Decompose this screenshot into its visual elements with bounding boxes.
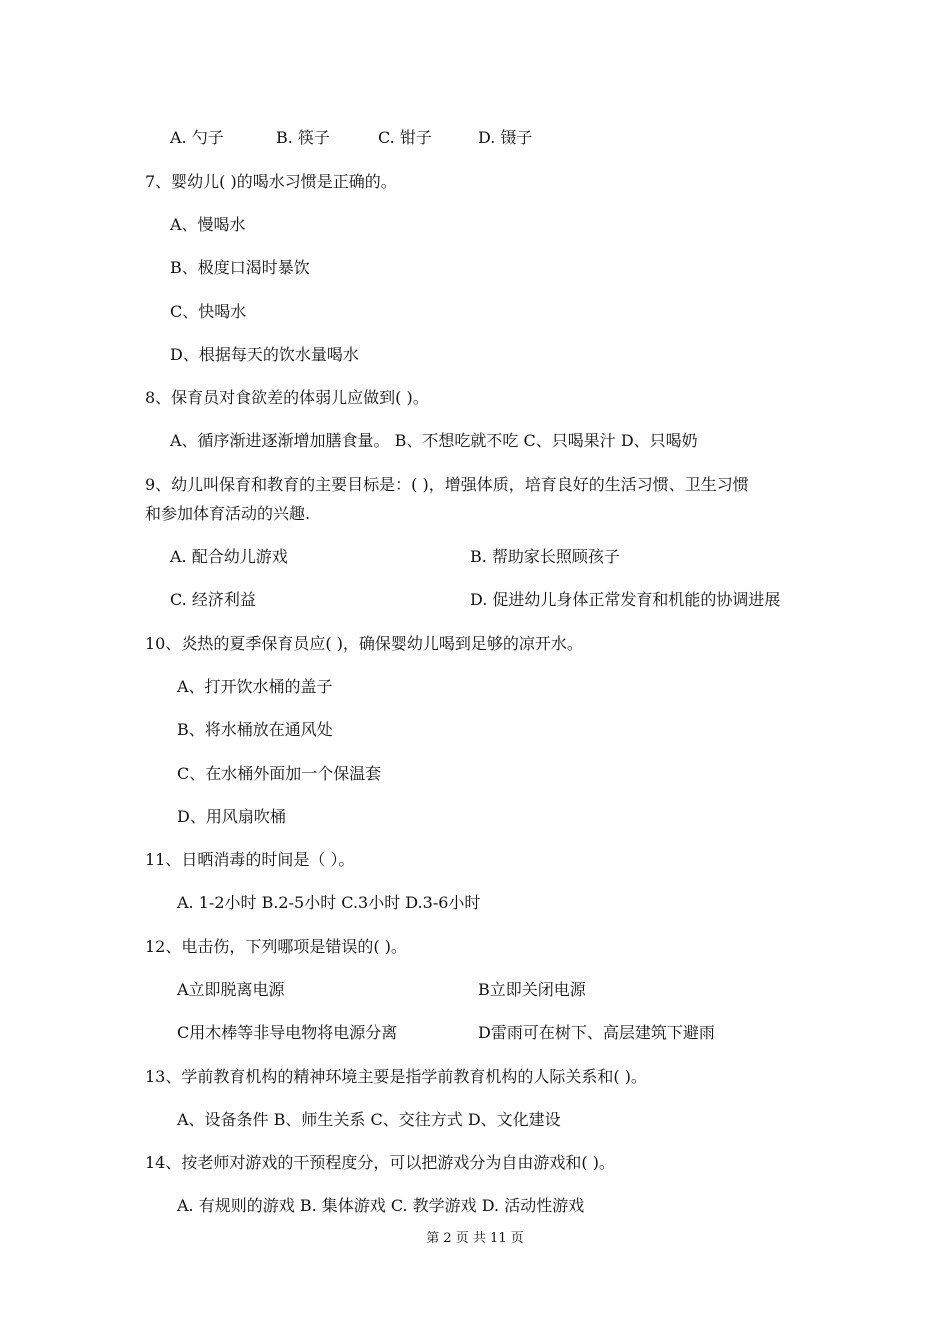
q7-option-b: B、极度口渴时暴饮 bbox=[170, 258, 310, 277]
q9-stem-line2: 和参加体育活动的兴趣. bbox=[145, 504, 311, 523]
q14-stem: 14、按老师对游戏的干预程度分，可以把游戏分为自由游戏和( )。 bbox=[145, 1153, 615, 1172]
q6-option-d: D. 镊子 bbox=[478, 128, 533, 147]
q13-options: A、设备条件 B、师生关系 C、交往方式 D、文化建设 bbox=[177, 1110, 561, 1129]
q6-option-b: B. 筷子 bbox=[276, 128, 330, 147]
q6-option-c: C. 钳子 bbox=[378, 128, 432, 147]
q12-option-b: B立即关闭电源 bbox=[478, 980, 586, 999]
q12-option-d: D雷雨可在树下、高层建筑下避雨 bbox=[478, 1023, 715, 1042]
q9-stem-line1: 9、幼儿叫保育和教育的主要目标是：( )，增强体质，培育良好的生活习惯、卫生习惯 bbox=[145, 475, 749, 494]
q12-stem: 12、电击伤，下列哪项是错误的( )。 bbox=[145, 937, 407, 956]
q10-option-b: B、将水桶放在通风处 bbox=[177, 720, 333, 739]
q7-option-a: A、慢喝水 bbox=[170, 215, 246, 234]
q13-stem: 13、学前教育机构的精神环境主要是指学前教育机构的人际关系和( )。 bbox=[145, 1067, 647, 1086]
q9-option-a: A. 配合幼儿游戏 bbox=[170, 547, 288, 566]
q12-option-a: A立即脱离电源 bbox=[177, 980, 285, 999]
q10-option-c: C、在水桶外面加一个保温套 bbox=[177, 764, 382, 783]
q8-stem: 8、保育员对食欲差的体弱儿应做到( )。 bbox=[145, 388, 429, 407]
page-number-footer: 第 2 页 共 11 页 bbox=[426, 1231, 524, 1246]
q14-options: A. 有规则的游戏 B. 集体游戏 C. 教学游戏 D. 活动性游戏 bbox=[177, 1196, 585, 1215]
q10-option-a: A、打开饮水桶的盖子 bbox=[177, 677, 333, 696]
q10-option-d: D、用风扇吹桶 bbox=[177, 807, 286, 826]
q9-option-d: D. 促进幼儿身体正常发育和机能的协调进展 bbox=[470, 590, 781, 609]
q7-option-c: C、快喝水 bbox=[170, 302, 247, 321]
q9-option-c: C. 经济利益 bbox=[170, 590, 256, 609]
q10-stem: 10、炎热的夏季保育员应( )，确保婴幼儿喝到足够的凉开水。 bbox=[145, 634, 583, 653]
q11-options: A. 1-2小时 B.2-5小时 C.3小时 D.3-6小时 bbox=[177, 893, 481, 912]
q7-option-d: D、根据每天的饮水量喝水 bbox=[170, 345, 359, 364]
q9-option-b: B. 帮助家长照顾孩子 bbox=[470, 547, 620, 566]
q7-stem: 7、婴幼儿( )的喝水习惯是正确的。 bbox=[145, 172, 397, 191]
q6-option-a: A. 勺子 bbox=[170, 128, 224, 147]
q12-option-c: C用木棒等非导电物将电源分离 bbox=[177, 1023, 398, 1042]
q11-stem: 11、日晒消毒的时间是（ ）。 bbox=[145, 850, 355, 869]
q8-options: A、循序渐进逐渐增加膳食量。 B、不想吃就不吃 C、只喝果汁 D、只喝奶 bbox=[170, 431, 698, 450]
